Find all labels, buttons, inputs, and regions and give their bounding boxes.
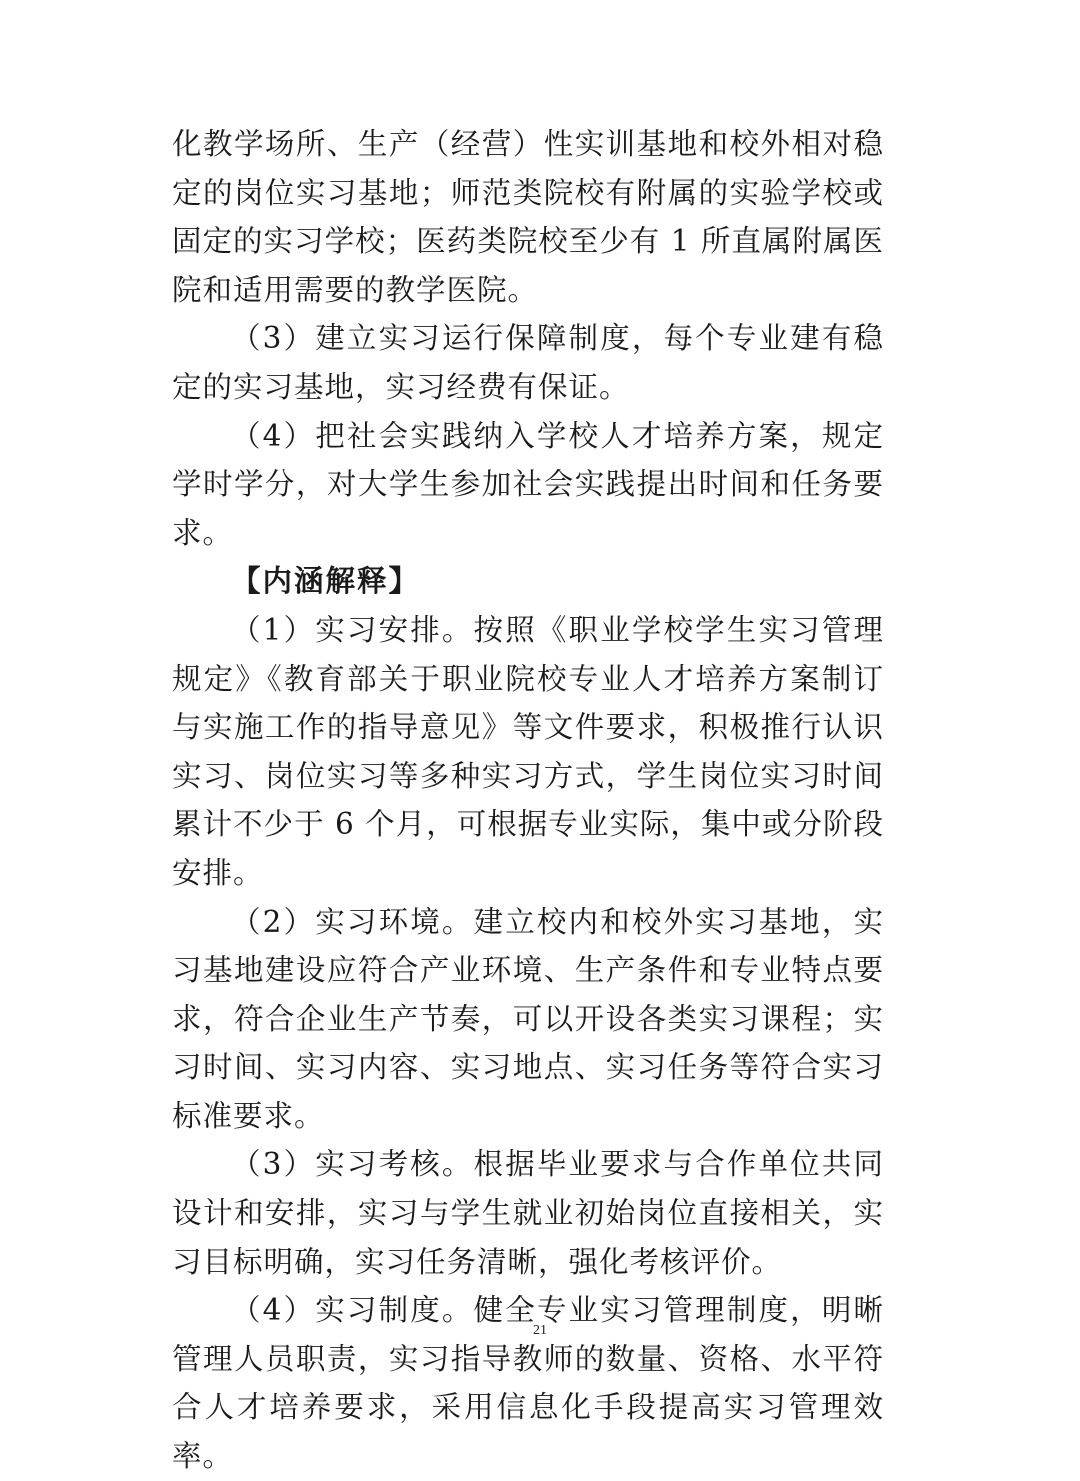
- body-text: [172, 120, 884, 1481]
- paragraph-item-4: （4）把社会实践纳入学校人才培养方案，规定学时学分，对大学生参加社会实践提出时间和任务要求。: [172, 418, 884, 550]
- paragraph-item-3: （3）建立实习运行保障制度，每个专业建有稳定的实习基地，实习经费有保证。: [172, 321, 884, 404]
- section-heading: 【内涵解释】: [231, 564, 421, 599]
- page-number: 21: [533, 1323, 547, 1338]
- explanation-item-1: （1）实习安排。按照《职业学校学生实习管理规定》《教育部关于职业院校专业人才培养方案制订与实施工作的指导意见》等文件要求，积极推行认识实习、岗位实习等多种实习方式，学生岗位实习时间累计不少于 6 个月，可根据专业实际，集中或分阶段安排。: [172, 612, 884, 890]
- paragraph-continuation: 化教学场所、生产（经营）性实训基地和校外相对稳定的岗位实习基地；师范类院校有附属的实验学校或固定的实习学校；医药类院校至少有 1 所直属附属医院和适用需要的教学医院。: [172, 127, 884, 307]
- explanation-item-3: （3）实习考核。根据毕业要求与合作单位共同设计和安排，实习与学生就业初始岗位直接相关，实习目标明确，实习任务清晰，强化考核评价。: [172, 1147, 884, 1279]
- explanation-item-2: （2）实习环境。建立校内和校外实习基地，实习基地建设应符合产业环境、生产条件和专业特点要求，符合企业生产节奏，可以开设各类实习课程；实习时间、实习内容、实习地点、实习任务等符合实习标准要求。: [172, 904, 884, 1133]
- explanation-item-4: （4）实习制度。健全专业实习管理制度，明晰管理人员职责，实习指导教师的数量、资格、水平符合人才培养要求，采用信息化手段提高实习管理效率。: [172, 1293, 884, 1474]
